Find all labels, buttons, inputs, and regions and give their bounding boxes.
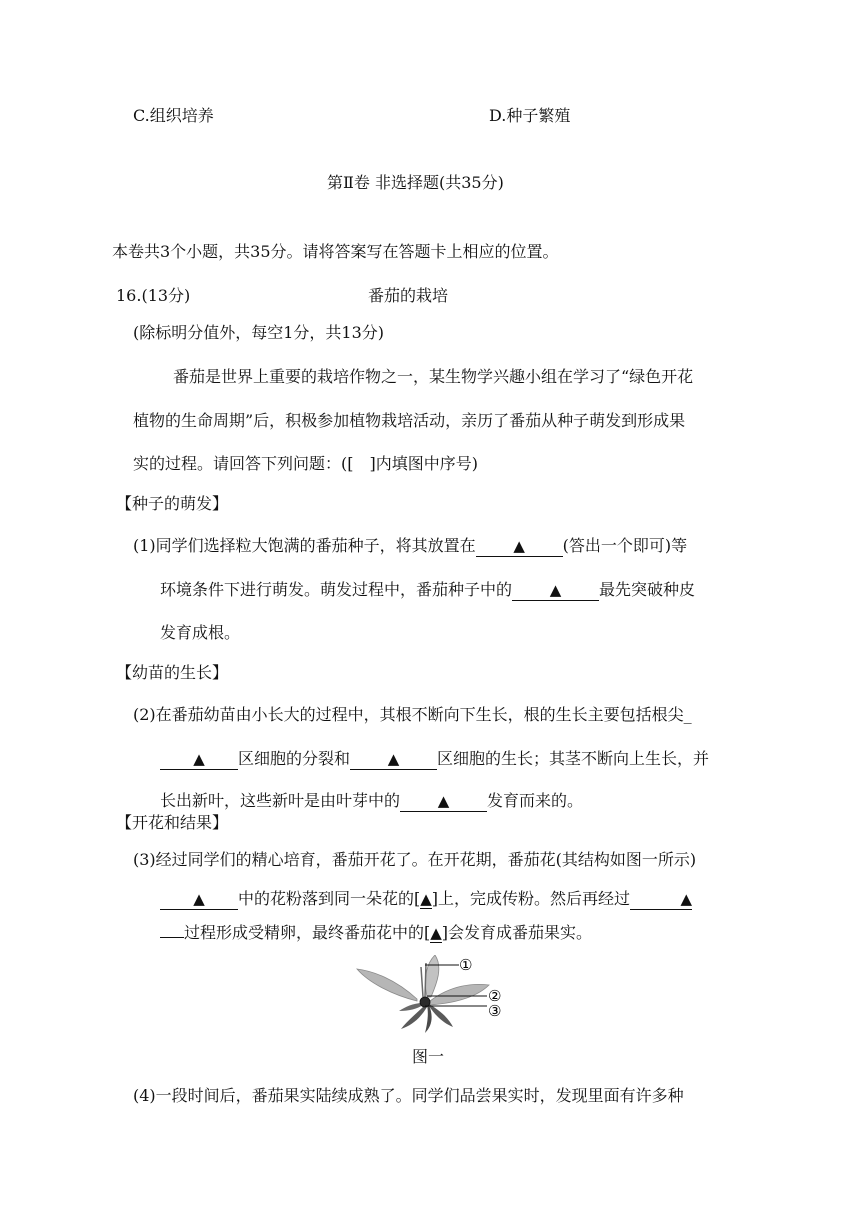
answer-blank[interactable]: ▲ <box>420 890 432 908</box>
question-number: 16.(13分) <box>116 286 191 305</box>
q1-line-2 <box>160 579 695 601</box>
blank-marker: ▲ <box>549 581 562 599</box>
q3-text-d: 过程形成受精卵，最终番茄花中的[ <box>184 923 431 942</box>
q3-line-3 <box>160 922 592 944</box>
q3-line-1: (3)经过同学们的精心培育，番茄开花了。在开花期，番茄花(其结构如图一所示) <box>133 850 697 869</box>
figure-label-3: ③ <box>488 1002 502 1020</box>
answer-blank[interactable] <box>160 889 238 910</box>
tomato-flower-figure <box>355 955 515 1035</box>
q1-text-b: (答出一个即可)等 <box>562 536 688 555</box>
q3-text-e: ]会发育成番茄果实。 <box>441 923 593 942</box>
answer-blank[interactable] <box>512 580 599 601</box>
q1-text-c: 环境条件下进行萌发。萌发过程中，番茄种子中的 <box>160 580 513 599</box>
question-title: 番茄的栽培 <box>368 286 449 305</box>
answer-blank[interactable] <box>160 749 238 770</box>
q2-line-2 <box>160 748 709 770</box>
answer-blank[interactable]: ▲ <box>430 924 442 942</box>
blank-marker: ▲ <box>680 890 693 908</box>
figure-label-2: ② <box>488 987 502 1005</box>
choice-d: D.种子繁殖 <box>489 106 571 125</box>
q3-text-b: 中的花粉落到同一朵花的[ <box>238 889 421 908</box>
choice-c: C.组织培养 <box>133 106 214 125</box>
answer-blank[interactable] <box>476 536 563 557</box>
intro-line-2: 植物的生命周期”后，积极参加植物栽培活动，亲历了番茄从种子萌发到形成果 <box>133 411 686 430</box>
intro-line-3: 实的过程。请回答下列问题：([ ]内填图中序号) <box>133 454 478 473</box>
answer-blank[interactable] <box>400 791 487 812</box>
q1-text-a: (1)同学们选择粒大饱满的番茄种子，将其放置在 <box>133 536 476 555</box>
figure-caption: 图一 <box>412 1047 445 1066</box>
q2-line-3 <box>160 790 583 812</box>
section-title: 第Ⅱ卷 非选择题(共35分) <box>327 173 504 192</box>
q3-text-c: ]上，完成传粉。然后再经过 <box>431 889 631 908</box>
q1-line-1 <box>133 535 687 557</box>
q3-line-2 <box>160 888 692 910</box>
blank-marker: ▲ <box>193 890 205 908</box>
answer-blank-continued[interactable] <box>160 937 184 938</box>
scoring-note: (除标明分值外，每空1分，共13分) <box>133 323 385 342</box>
q2-line-1: (2)在番茄幼苗由小长大的过程中，其根不断向下生长，根的生长主要包括根尖_ <box>133 705 692 724</box>
blank-marker: ▲ <box>193 750 205 768</box>
figure-label-1: ① <box>459 956 473 974</box>
q4-line-1: (4)一段时间后，番茄果实陆续成熟了。同学们品尝果实时，发现里面有许多种 <box>133 1086 684 1105</box>
q2-text-c: 区细胞的生长；其茎不断向上生长，并 <box>437 749 710 768</box>
q1-line-3: 发育成根。 <box>160 623 241 642</box>
intro-line-1: 番茄是世界上重要的栽培作物之一，某生物学兴趣小组在学习了“绿色开花 <box>173 367 694 386</box>
q1-text-d: 最先突破种皮 <box>599 580 696 599</box>
heading-seedling-growth: 【幼苗的生长】 <box>116 663 229 682</box>
blank-marker: ▲ <box>387 750 400 768</box>
answer-blank[interactable] <box>350 749 437 770</box>
heading-flowering-fruiting: 【开花和结果】 <box>116 813 229 832</box>
blank-marker: ▲ <box>437 792 450 810</box>
heading-seed-germination: 【种子的萌发】 <box>116 494 229 513</box>
answer-blank[interactable] <box>630 889 692 910</box>
section-intro: 本卷共3个小题，共35分。请将答案写在答题卡上相应的位置。 <box>112 242 559 261</box>
q2-text-b: 区细胞的分裂和 <box>238 749 351 768</box>
q2-text-e: 发育而来的。 <box>487 791 584 810</box>
blank-marker: ▲ <box>513 537 525 555</box>
q2-text-d: 长出新叶，这些新叶是由叶芽中的 <box>160 791 401 810</box>
